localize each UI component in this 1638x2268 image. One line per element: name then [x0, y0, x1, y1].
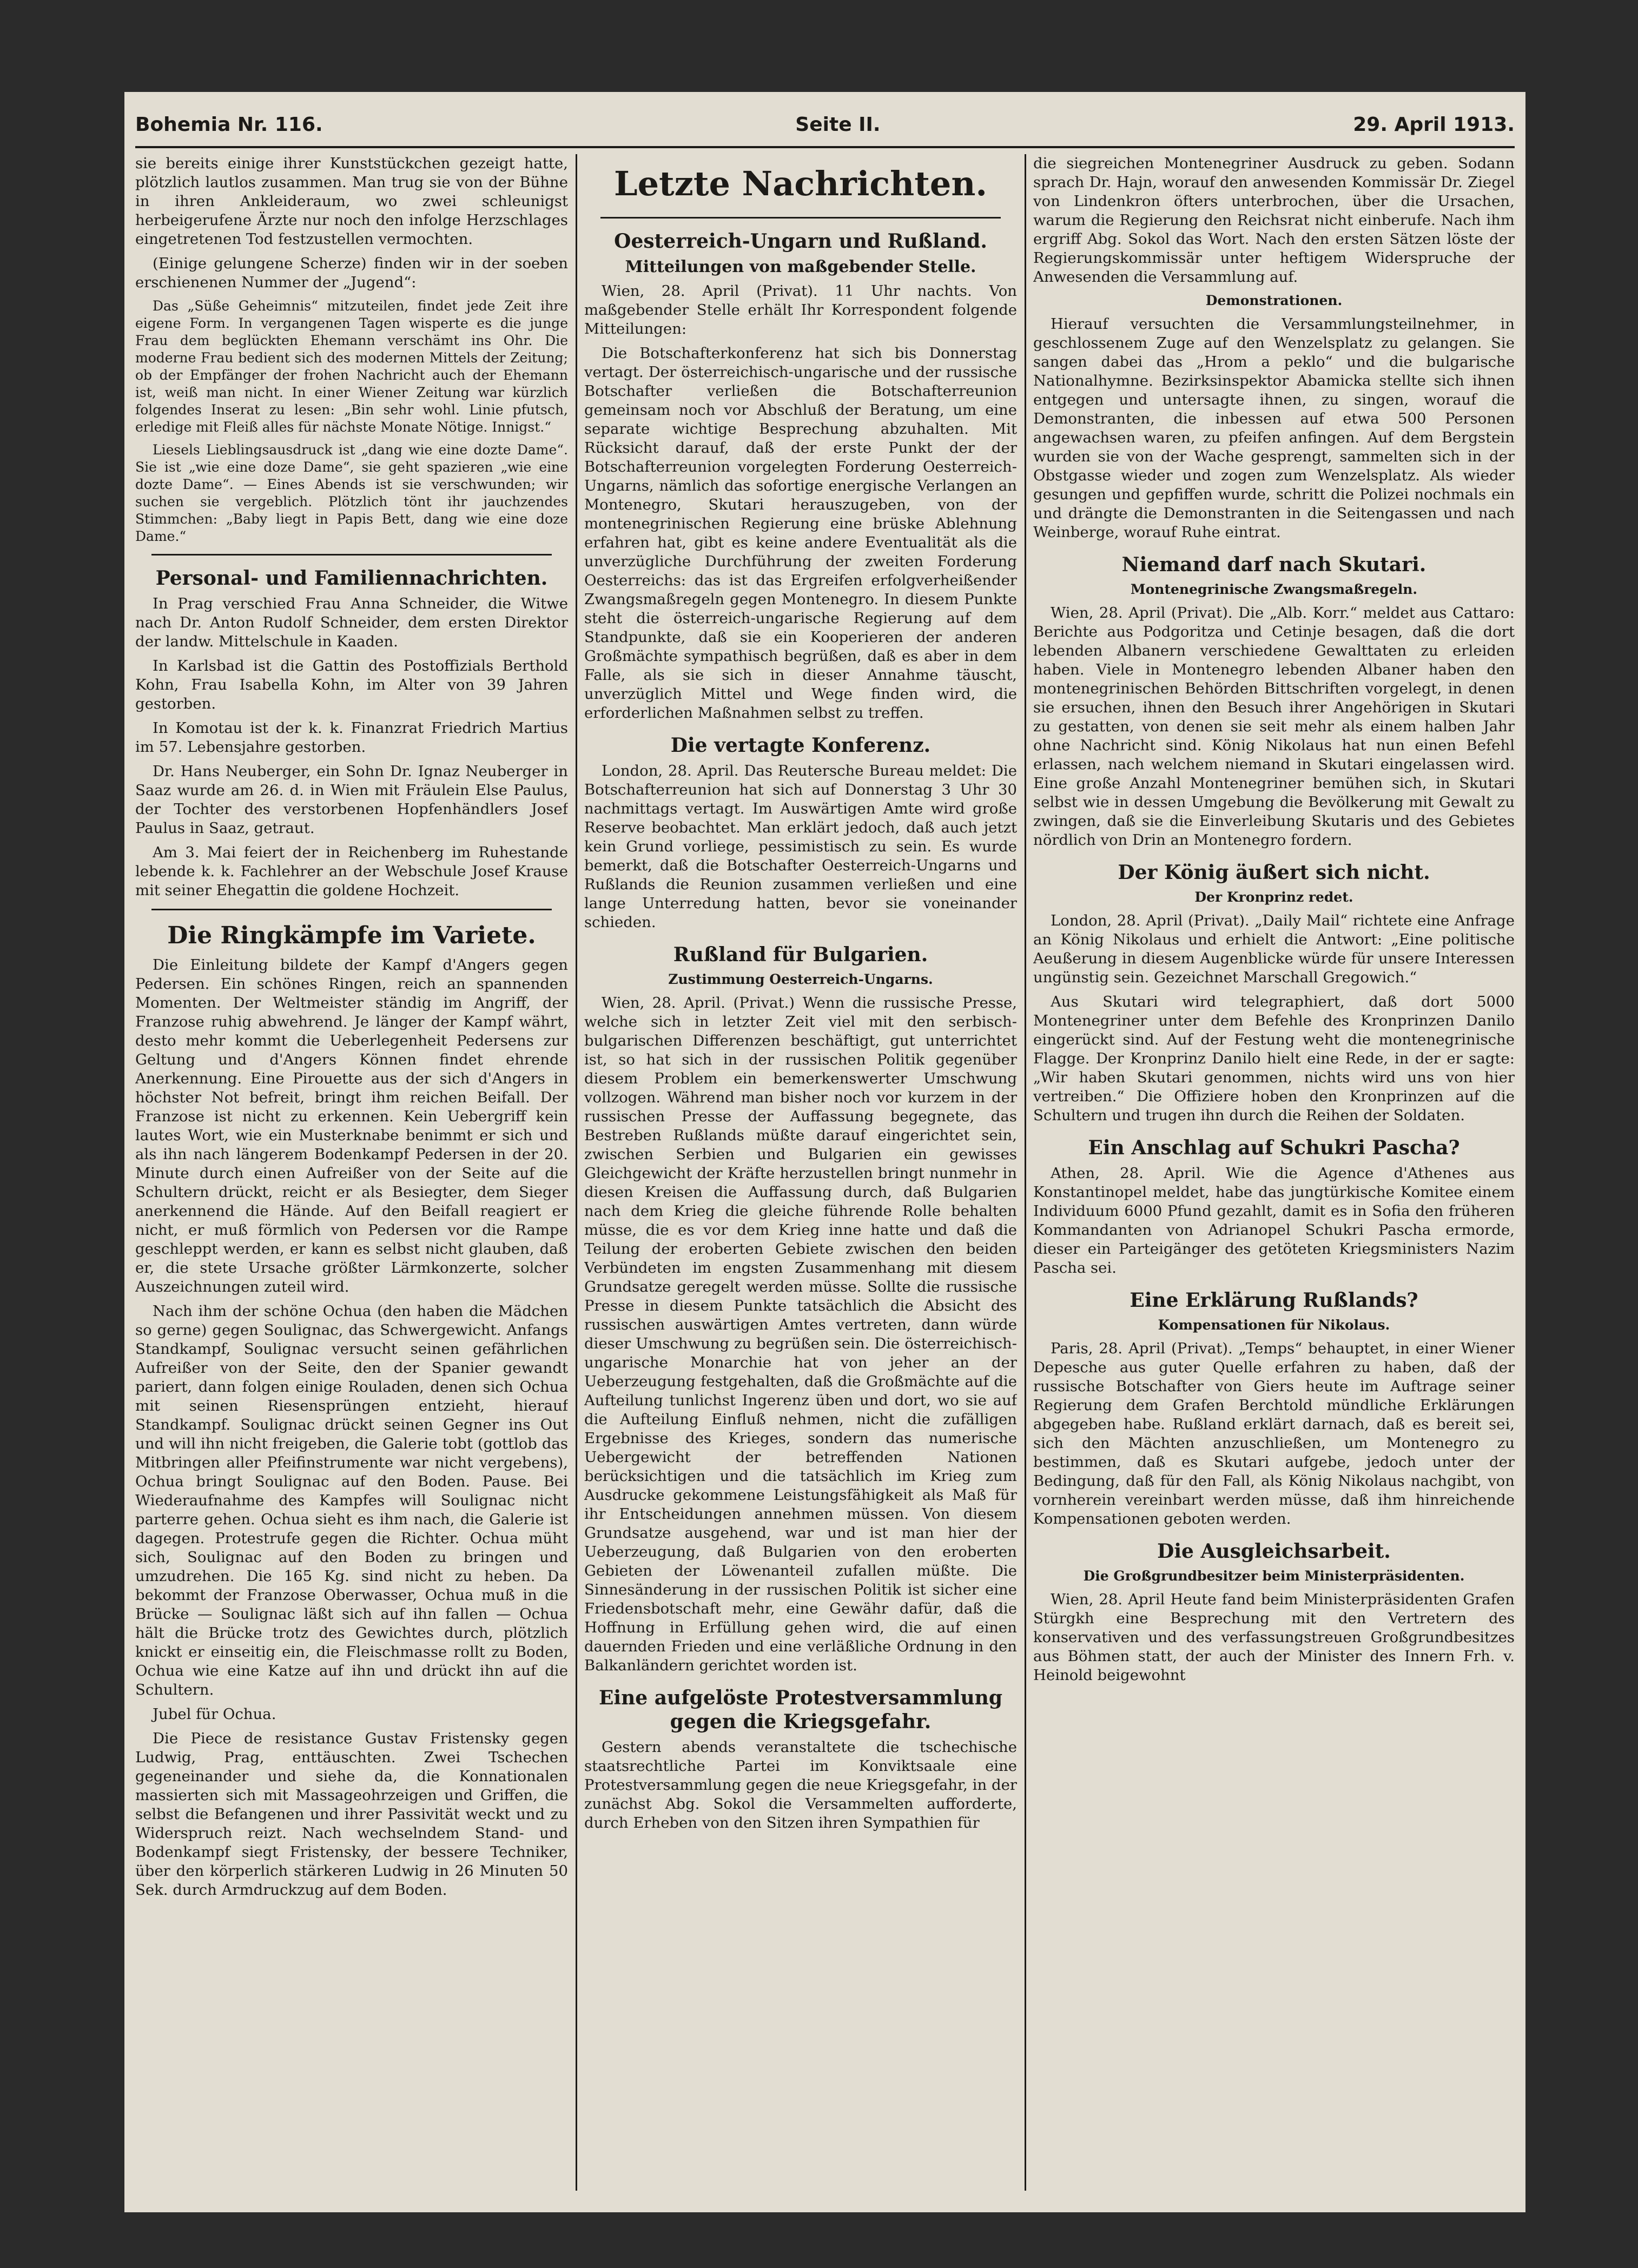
article-heading: Ein Anschlag auf Schukri Pascha?	[1088, 1136, 1460, 1159]
column-1	[135, 154, 568, 2191]
jugend-text: Das „Süße Geheimnis“ mitzuteilen, findet jede Zeit ihre eigene Form. In vergangenen Tagen wisperte es die junge Frau dem beglückten Ehemann verschämt ins Ohr. Die moderne Frau bedient sich des modernen Mittels der Zeitung; ob der Empfänger der frohen Nachricht auch der Ehemann ist, weiß man nicht. In einer Wiener Zeitung war kürzlich folgendes Inserat zu lesen: „Bin sehr wohl. Linie pfutsch, erledige mit Fleiß alles für nächste Monate Nötige. Innigst.“	[135, 298, 568, 435]
personal-heading: Personal- und Familiennachrichten.	[155, 567, 548, 590]
article-heading: Die vertagte Konferenz.	[670, 734, 931, 757]
article-heading: Die Ausgleichsarbeit.	[1157, 1540, 1391, 1563]
column-divider	[1025, 154, 1026, 2191]
article-heading: Rußland für Bulgarien.	[673, 943, 928, 966]
running-header	[135, 108, 1515, 141]
article-paragraph: Athen, 28. April. Wie die Agence d'Athenes aus Konstantinopel meldet, habe das jungtürkische Komitee einem Individuum 6000 Pfund gezahlt, damit es in Sofia den früheren Kommandanten von Adrianopel Schukri Pascha ermorde, dieser ein Parteigänger des getöteten Kriegsministers Nazim Pascha sei.	[1033, 1165, 1515, 1277]
article-subheading: Demonstrationen.	[1205, 293, 1343, 308]
article-heading: Eine aufgelöste Protestversammlung gegen die Kriegsgefahr.	[598, 1687, 1003, 1733]
section-separator	[600, 217, 1001, 219]
article-paragraph: Aus Skutari wird telegraphiert, daß dort 5000 Montenegriner unter dem Befehle des Kronprinzen Danilo eingerückt sind. Auf der Festung weht die montenegrinische Flagge. Der Kronprinz Danilo hielt eine Rede, in der er sagte: „Wir haben Skutari genommen, nichts wird uns von hier vertreiben.“ Die Offiziere hoben den Kronprinzen auf die Schultern und trugen ihn durch die Reihen der Soldaten.	[1033, 993, 1515, 1124]
article-subheading: Mitteilungen von maßgebender Stelle.	[625, 257, 976, 276]
article-paragraph: London, 28. April. Das Reutersche Bureau meldet: Die Botschafterreunion hat sich auf Donnerstag 3 Uhr 30 nachmittags vertagt. Im Auswärtigen Amte wird große Reserve beobachtet. Man erklärt jedoch, daß auch jetzt kein Grund vorliege, pessimistisch zu sein. Es wurde bemerkt, daß die Botschafter Oesterreich-Ungarns und Rußlands die Reunion zusammen verließen und eine lange Unterredung hatten, bevor sie voneinander schieden.	[584, 762, 1017, 931]
personal-paragraph: Dr. Hans Neuberger, ein Sohn Dr. Ignaz Neuberger in Saaz wurde am 26. d. in Wien mit Fräulein Else Paulus, der Tochter des verstorbenen Hopfenhändlers Josef Paulus in Saaz, getraut.	[135, 763, 568, 837]
personal-paragraph: In Komotau ist der k. k. Finanzrat Friedrich Martius im 57. Lebensjahre gestorben.	[135, 719, 568, 756]
article-subheading: Der Kronprinz redet.	[1194, 889, 1353, 905]
personal-paragraph: In Prag verschied Frau Anna Schneider, die Witwe nach Dr. Anton Rudolf Schneider, dem ersten Direktor der landw. Mittelschule in Kaaden.	[135, 595, 568, 650]
jugend-lead: (Einige gelungene Scherze) finden wir in der soeben erschienenen Nummer der „Jugend“:	[135, 255, 568, 291]
personal-paragraph: Am 3. Mai feiert der in Reichenberg im Ruhestande lebende k. k. Fachlehrer an der Webschule Josef Krause mit seiner Ehegattin die goldene Hochzeit.	[135, 844, 568, 899]
article-subheading: Die Großgrundbesitzer beim Ministerpräsidenten.	[1083, 1568, 1465, 1584]
article-heading: Niemand darf nach Skutari.	[1121, 553, 1426, 576]
personal-paragraph: In Karlsbad ist die Gattin des Postoffizials Berthold Kohn, Frau Isabella Kohn, im Alter von 39 Jahren gestorben.	[135, 657, 568, 712]
jugend-text-2: Liesels Lieblingsausdruck ist „dang wie eine dozte Dame“. Sie ist „wie eine doze Dame“, sie geht spazieren „wie eine dozte Dame“. — Eines Abends ist sie verschwunden; wir suchen sie vergeblich. Plötzlich tönt ihr jauchzendes Stimmchen: „Baby liegt in Papis Bett, dang wie eine doze Dame.“	[135, 442, 568, 544]
section-separator	[151, 909, 552, 910]
section-separator	[151, 554, 552, 556]
ringkampf-paragraph: Die Piece de resistance Gustav Fristensky gegen Ludwig, Prag, enttäuschten. Zwei Tschechen gegeneinander und siehe da, die Konnationalen massierten sich mit Massageohrzeigen und Griffen, die selbst die Befangenen und ihrer Passivität weckt und zu Widerspruch reizt. Nach wechselndem Stand- und Bodenkampf siegt Fristensky, der bessere Techniker, über den körperlich stärkeren Ludwig in 26 Minuten 50 Sek. durch Armdruckzug auf dem Boden.	[135, 1730, 568, 1899]
section-title: Letzte Nachrichten.	[613, 164, 988, 203]
article-subheading: Montenegrinische Zwangsmaßregeln.	[1130, 581, 1418, 597]
header-page-number: Seite II.	[795, 113, 881, 136]
article-paragraph: Die Botschafterkonferenz hat sich bis Donnerstag vertagt. Der österreichisch-ungarische und der russische Botschafter verließen die Botschafterreunion gemeinsam noch vor Abschluß der Beratung, um eine separate wichtige Besprechung abzuhalten. Mit Rücksicht darauf, daß der erste Punkt der der Botschafterreunion vorgelegten Forderung Oesterreich-Ungarns, nämlich das sofortige energische Verlangen an Montenegro, Skutari herauszugeben, von der montenegrinischen Regierung eine brüske Ablehnung erfahren hat, gibt es keine andere Eventualität als die unverzügliche Durchführung der zweiten Forderung Oesterreichs: das ist das Ergreifen erfolgverheißender Zwangsmaßregeln gegen Montenegro. In diesem Punkte steht die österreich-ungarische Regierung auf dem Standpunkte, daß sie ein Kooperieren der anderen Großmächte sympathisch begrüßen, daß es aber in dem Falle, als sie sich in dieser Annahme täuscht, unverzüglich Mittel und Wege finden wird, die erforderlichen Maßnahmen selbst zu treffen.	[584, 345, 1017, 722]
article-continuation: die siegreichen Montenegriner Ausdruck zu geben. Sodann sprach Dr. Hajn, worauf den anwesenden Kommissär Dr. Ziegel von Lindenkron öfters unterbrochen, über die Ursachen, warum die Regierung den Reichsrat nicht einberufe. Nach ihm ergriff Abg. Sokol das Wort. Nach den ersten Sätzen löste der Regierungskommissär unter heftigem Widerspruche der Anwesenden die Versammlung auf.	[1033, 155, 1515, 286]
column-3	[1033, 154, 1515, 2191]
article-paragraph: Wien, 28. April. (Privat.) Wenn die russische Presse, welche sich in letzter Zeit viel mit den serbisch-bulgarischen Differenzen beschäftigt, gut unterrichtet ist, so hat sich in der russischen Politik gegenüber diesem Problem ein bemerkenswerter Umschwung vollzogen. Während man bisher noch vor kurzem in der russischen Presse der Auffassung begegnete, das Bestreben Rußlands müßte darauf eingerichtet sein, zwischen Serbien und Bulgarien ein gewisses Gleichgewicht der Kräfte herzustellen bringt nunmehr in diesen Kreisen die Auffassung durch, daß Bulgarien nach dem Krieg die gleiche führende Rolle behalten müsse, die es vor dem Krieg inne hatte und daß die Teilung der eroberten Gebiete zwischen den beiden Verbündeten im engsten Zusammenhang mit diesem Grundsatze geregelt werden müsse. Sollte die russische Presse in diesem Punkte tatsächlich die Absicht des russischen auswärtigen Amtes vertreten, dann würde dieser Umschwung zu begrüßen sein. Die österreichisch-ungarische Monarchie hat von jeher an der Ueberzeugung festgehalten, daß die Großmächte auf die Aufteilung tunlichst Ingerenz üben und dort, wo sie auf die Aufteilung Einfluß nehmen, nicht die zufälligen Ergebnisse des Krieges, sondern das numerische Uebergewicht der betreffenden Nationen berücksichtigen und die tatsächlich im Krieg zum Ausdrucke gekommene Leistungsfähigkeit als Maß für ihr Entscheidungen annehmen müssen. Von diesem Grundsatze ausgehend, war und ist man hier der Ueberzeugung, daß Bulgarien von den eroberten Gebieten der Löwenanteil zufallen müßte. Die Sinnesänderung in der russischen Politik ist sicher eine Friedensbotschaft mehr, eine Gewähr dafür, daß die Hoffnung in Erfüllung gehen wird, die auf einen dauernden Frieden und eine verläßliche Ordnung in den Balkanländern gerichtet worden ist.	[584, 994, 1017, 1674]
column-2	[584, 154, 1017, 2191]
newspaper-page	[124, 92, 1525, 2212]
article-subheading: Zustimmung Oesterreich-Ungarns.	[668, 971, 933, 987]
article-paragraph: Gestern abends veranstaltete die tschechische staatsrechtliche Partei im Konviktsaale eine Protestversammlung gegen die neue Kriegsgefahr, in der zunächst Abg. Sokol die Versammelten aufforderte, durch Erheben von den Sitzen ihren Sympathien für	[584, 1738, 1017, 1831]
article-paragraph: Wien, 28. April (Privat). Die „Alb. Korr.“ meldet aus Cattaro: Berichte aus Podgoritza und Cetinje besagen, daß die dort lebenden Albanern verschiedene Gewalttaten zu erleiden haben. Viele in Montenegro lebenden Albaner haben den montenegrinischen Behörden Bittschriften vorgelegt, in denen sie ersuchen, ihnen den Besuch ihrer Angehörigen in Skutari zu gestatten, von denen sie seit mehr als einem halben Jahr ohne Nachricht sind. König Nikolaus hat nun einen Befehl erlassen, nach welchem niemand in Skutari eingelassen wird. Eine große Anzahl Montenegriner bemühen sich, in Skutari selbst wie in dessen Umgebung die Bevölkerung mit Gewalt zu zwingen, daß sie die Einverleibung Skutaris und des Gebietes nördlich von Drin an Montenegro fordern.	[1033, 604, 1515, 849]
article-heading: Der König äußert sich nicht.	[1118, 861, 1430, 884]
ringkampf-paragraph: Nach ihm der schöne Ochua (den haben die Mädchen so gerne) gegen Soulignac, das Schwergewicht. Anfangs Standkampf, Soulignac versucht seinen gefährlichen Aufreißer von der Seite, den der Spanier gewandt pariert, dann folgen einige Rouladen, denen sich Ochua mit seinen Riesensprüngen entzieht, hierauf Standkampf. Soulignac drückt seinen Gegner ins Out und will ihn nicht freigeben, die Galerie tobt (gottlob das Mitbringen aller Pfeifinstrumente war nicht vergebens), Ochua bringt Soulignac auf den Boden. Pause. Bei Wiederaufnahme des Kampfes will Soulignac nicht parterre gehen. Ochua sieht es ihm nach, die Galerie ist dagegen. Protestrufe gegen die Richter. Ochua müht sich, Soulignac auf den Boden zu bringen und umzudrehen. Die 165 Kg. sind nicht zu heben. Da bekommt der Franzose Oberwasser, Ochua muß in die Brücke — Soulignac läßt sich auf ihn fallen — Ochua hält die Brücke trotz des Gewichtes durch, plötzlich knickt er einseitig ein, die Fleischmasse rollt zu Boden, Ochua wie eine Katze auf ihn und drückt ihn auf die Schultern.	[135, 1302, 568, 1698]
article-heading: Oesterreich-Ungarn und Rußland.	[614, 230, 987, 253]
header-rule	[135, 146, 1515, 148]
article-continuation: sie bereits einige ihrer Kunststückchen gezeigt hatte, plötzlich lautlos zusammen. Man trug sie von der Bühne in ihren Ankleideraum, wo zwei schleunigst herbeigerufene Ärzte nur noch den infolge Herzschlages eingetretenen Tod festzustellen vermochten.	[135, 155, 568, 248]
column-divider	[576, 154, 577, 2191]
ringkampf-paragraph: Jubel für Ochua.	[153, 1705, 276, 1723]
ringkampf-paragraph: Die Einleitung bildete der Kampf d'Angers gegen Pedersen. Ein schönes Ringen, reich an spannenden Momenten. Der Weltmeister ständig im Angriff, der Franzose ruhig abwehrend. Je länger der Kampf währt, desto mehr kommt die Ueberlegenheit Pedersens zur Geltung und d'Angers Können findet ehrende Anerkennung. Eine Pirouette aus der sich d'Angers in höchster Not befreit, bringt ihm reichen Beifall. Der Franzose ist nicht zu erkennen. Kein Uebergriff kein lautes Wort, wie ein Musterknabe benimmt er sich und als ihn nach längerem Bodenkampf Pedersen in der 20. Minute durch einen Aufreißer von der Seite auf die Schultern drückt, reicht er als Besiegter, dem Sieger anerkennend die Hände. Auf den Beifall reagiert er nicht, er muß förmlich von Pedersen vor die Rampe geschleppt werden, er kann es selbst nicht glauben, daß er, die stete Ursache größter Lärmkonzerte, solcher Auszeichnungen zuteil wird.	[135, 956, 568, 1295]
article-heading: Eine Erklärung Rußlands?	[1130, 1289, 1418, 1312]
article-paragraph: Wien, 28. April (Privat). 11 Uhr nachts. Von maßgebender Stelle erhält Ihr Korrespondent folgende Mitteilungen:	[584, 282, 1017, 338]
header-issue: Bohemia Nr. 116.	[135, 113, 323, 136]
ringkampf-heading: Die Ringkämpfe im Variete.	[167, 922, 536, 949]
header-date: 29. April 1913.	[1353, 113, 1515, 136]
article-subheading: Kompensationen für Nikolaus.	[1158, 1317, 1390, 1333]
article-paragraph: Paris, 28. April (Privat). „Temps“ behauptet, in einer Wiener Depesche aus guter Quelle erfahren zu haben, daß der russische Botschafter von Giers heute im Auftrage seiner Regierung dem Grafen Berchtold mündliche Erklärungen abgegeben habe. Rußland erklärt darnach, daß es bereit sei, sich den Mächten anzuschließen, um Montenegro zu bestimmen, daß es Skutari aufgebe, jedoch unter der Bedingung, daß für den Fall, als König Nikolaus nachgibt, von vornherein vereinbart werden müsse, daß ihm hinreichende Kompensationen geboten werden.	[1033, 1340, 1515, 1528]
article-paragraph: London, 28. April (Privat). „Daily Mail“ richtete eine Anfrage an König Nikolaus und erhielt die Antwort: „Eine politische Aeußerung in diesem Augenblicke würde für unsere Interessen ungünstig sein. Gezeichnet Marschall Gregowich.“	[1033, 912, 1515, 986]
article-paragraph: Wien, 28. April Heute fand beim Ministerpräsidenten Grafen Stürgkh eine Besprechung mit den Vertretern des konservativen und des verfassungstreuen Großgrundbesitzes aus Böhmen statt, der auch der Minister des Innern Frh. v. Heinold beigewohnt	[1033, 1591, 1515, 1684]
article-paragraph: Hierauf versuchten die Versammlungsteilnehmer, in geschlossenem Zuge auf den Wenzelsplatz zu gelangen. Sie sangen dabei das „Hrom a peklo“ und die bulgarische Nationalhymne. Bezirksinspektor Abamicka stellte sich ihnen entgegen und untersagte ihnen, zu singen, worauf die Demonstranten, die inbessen auf etwa 500 Personen angewachsen waren, zu pfeifen anfingen. Auf dem Bergstein wurden sie von der Wache gesprengt, sammelten sich in der Obstgasse wieder und zogen zum Wenzelsplatz. Als wieder gesungen und gepfiffen wurde, schritt die Polizei nochmals ein und drängte die Demonstranten in die Seitengassen und nach Weinberge, worauf Ruhe eintrat.	[1033, 315, 1515, 541]
